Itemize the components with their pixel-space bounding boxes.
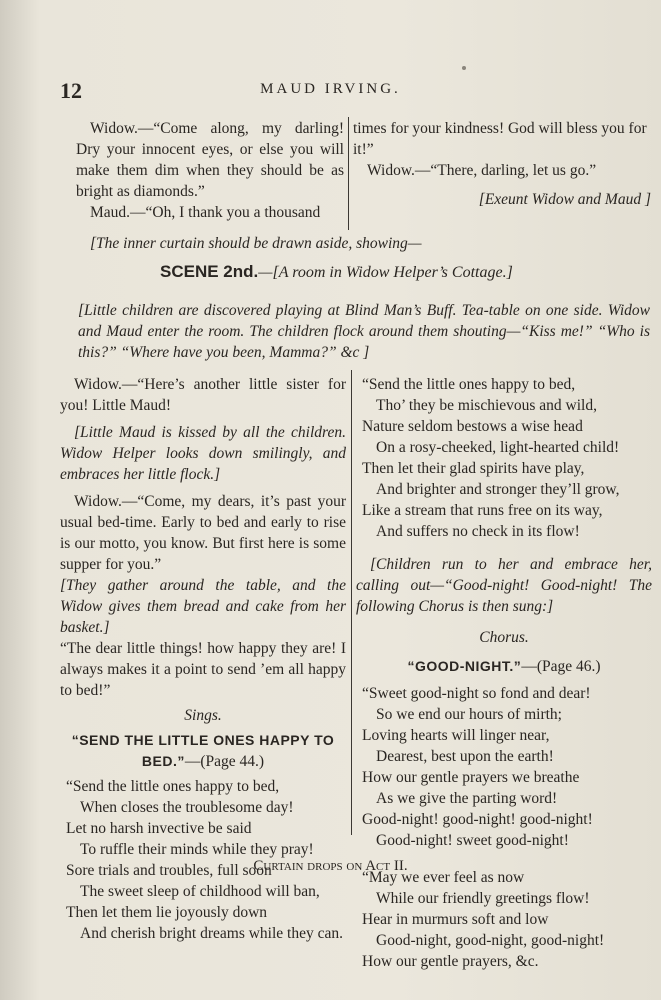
verse-line: Then let them lie joyously down [66,904,268,921]
chorus-verse-2 [356,867,652,972]
dialogue-maud-continued: times for your kindness! God will bless you for it!” [353,120,647,158]
chorus-verse-1 [356,683,652,851]
verse-line: Like a stream that runs free on its way, [362,502,603,519]
verse-line: Good-night, good-night, good-night! [376,932,605,949]
dialogue-widow-5: “The dear little things! how happy they are! I always makes it a point to send ’em all happy to bed!” [60,640,346,699]
running-title: MAUD IRVING. [260,81,401,97]
chorus-title: “GOOD-NIGHT.” [407,658,522,674]
scene-direction: [Little children are discovered playing at Blind Man’s Buff. Tea-table on one side. Widow and Maud enter the room. The children flock around them shouting—“Kiss me!” “Who is this?” “Where have you been, Mamma?” &c ] [78,302,650,361]
chorus-heading [356,656,652,677]
verse-line: Sore trials and troubles, full soon [66,862,272,879]
scene-setting: —[A room in Widow Helper’s Cottage.] [258,264,513,281]
dialogue-widow-3: Widow.—“Here’s another little sister for you! Little Maud! [60,376,346,414]
verse-line: Then let their glad spirits have play, [362,460,585,477]
verse-line: While our friendly greetings flow! [376,890,590,907]
verse-line: To ruffle their minds while they pray! [80,841,314,858]
exeunt-direction: [Exeunt Widow and Maud ] [478,191,651,208]
stage-direction-chorus: [Children run to her and embrace her, calling out—“Good-night! Good-night! The following Chorus is then sung:] [356,556,652,615]
verse-line: And cherish bright dreams while they can. [80,925,343,942]
verse-line: How our gentle prayers, &c. [362,953,539,970]
page-number: 12 [60,78,82,103]
verse-line: So we end our hours of mirth; [376,706,562,723]
curtain-note: Curtain drops on Act II. [253,858,408,874]
verse-line: Dearest, best upon the earth! [376,748,554,765]
verse-line: “Send the little ones happy to bed, [66,778,280,795]
verse-line: Let no harsh invective be said [66,820,252,837]
verse-line: And brighter and stronger they’ll grow, [376,481,620,498]
song-verse-right [356,374,652,542]
verse-line: When closes the troublesome day! [80,799,294,816]
verse-line: Hear in murmurs soft and low [362,911,549,928]
verse-line: As we give the parting word! [376,790,558,807]
scene-label: SCENE 2nd. [160,262,259,281]
stage-direction-kissed: [Little Maud is kissed by all the children. Widow Helper looks down smilingly, and embraces her little flock.] [60,424,346,483]
column-divider-lower [351,370,352,835]
column-divider-top [348,117,349,230]
verse-line: Good-night! sweet good-night! [376,832,569,849]
speck [462,66,466,70]
dialogue-widow-1: Widow.—“Come along, my darling! Dry your innocent eyes, or else you will make them dim when they should be as bright as diamonds.” [76,120,344,200]
verse-line: Good-night! good-night! good-night! [362,811,593,828]
top-left-column [76,118,344,223]
song-title: “SEND THE LITTLE ONES HAPPY TO BED.” [71,732,335,769]
chorus-page-ref: —(Page 46.) [521,658,601,675]
chorus-label: Chorus. [479,629,529,646]
song-page-ref: —(Page 44.) [184,753,265,770]
verse-line: “Send the little ones happy to bed, [362,376,576,393]
top-right-column [353,118,651,210]
dialogue-widow-2: Widow.—“There, darling, let us go.” [367,162,597,179]
lower-right-column [356,374,652,972]
scene-heading [160,262,513,282]
verse-line: Tho’ they be mischievous and wild, [376,397,597,414]
dialogue-maud-1: Maud.—“Oh, I thank you a thousand [90,204,321,221]
verse-line: How our gentle prayers we breathe [362,769,580,786]
verse-line: And suffers no check in its flow! [376,523,580,540]
verse-line: “Sweet good-night so fond and dear! [362,685,591,702]
verse-line: Loving hearts will linger near, [362,727,550,744]
sings-label: Sings. [184,707,222,724]
verse-line: “May we ever feel as now [362,869,525,886]
stage-direction-inner-curtain: [The inner curtain should be drawn aside, showing— [90,235,422,252]
song-heading [60,730,346,772]
verse-line: Nature seldom bestows a wise head [362,418,583,435]
verse-line: On a rosy-cheeked, light-hearted child! [376,439,620,456]
dialogue-widow-4: Widow.—“Come, my dears, it’s past your usual bed-time. Early to bed and early to rise is our motto, you know. But first here is some supper for you.” [60,493,346,573]
stage-direction-supper: [They gather around the table, and the Widow gives them bread and cake from her basket.] [60,577,346,636]
verse-line: The sweet sleep of childhood will ban, [80,883,320,900]
